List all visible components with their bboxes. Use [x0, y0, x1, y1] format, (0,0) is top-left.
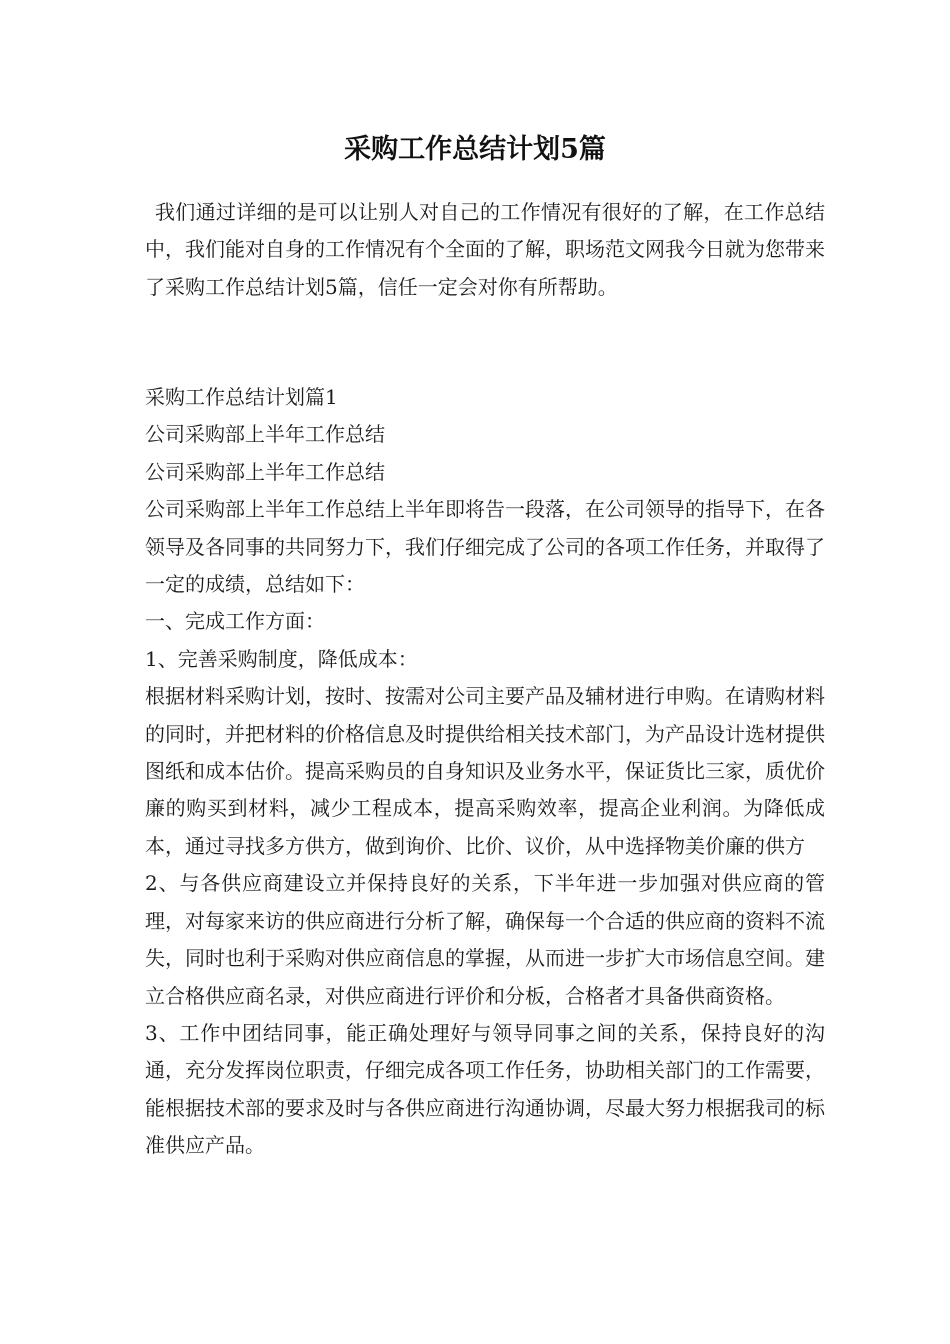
document-title: 采购工作总结计划5篇	[344, 134, 606, 165]
paragraph-item-1-body: 根据材料采购计划，按时、按需对公司主要产品及辅材进行申购。在请购材料的同时，并把材料的价格信息及时提供给相关技术部门，为产品设计选材提供图纸和成本估价。提高采购员的自身知识及业务水平，保证货比三家，质优价廉的购买到材料，减少工程成本，提高采购效率，提高企业利润。为降低成本，通过寻找多方供方，做到询价、比价、议价，从中选择物美价廉的供方	[145, 684, 825, 858]
intro-block	[145, 194, 825, 306]
paragraph-summary: 公司采购部上半年工作总结上半年即将告一段落，在公司领导的指导下，在各领导及各同事的共同努力下，我们仔细完成了公司的各项工作任务，并取得了一定的成绩，总结如下：	[145, 497, 825, 597]
intro-paragraph: 我们通过详细的是可以让别人对自己的工作情况有很好的了解，在工作总结中，我们能对自身的工作情况有个全面的了解，职场范文网我今日就为您带来了采购工作总结计划5篇，信任一定会对你有所帮助。	[145, 200, 825, 299]
paragraph-item-2: 2、与各供应商建设立并保持良好的关系，下半年进一步加强对供应商的管理，对每家来访的供应商进行分析了解，确保每一个合适的供应商的资料不流失，同时也利于采购对供应商信息的掌握，从而进一步扩大市场信息空间。建立合格供应商名录，对供应商进行评价和分板，合格者才具备供商资格。	[145, 871, 825, 1008]
paragraph-work-completed: 一、完成工作方面：	[145, 609, 325, 634]
main-content	[145, 379, 825, 1165]
subheading-2: 公司采购部上半年工作总结	[145, 459, 385, 484]
paragraph-item-1-title: 1、完善采购制度，降低成本：	[145, 646, 418, 671]
subheading-1: 公司采购部上半年工作总结	[145, 422, 385, 447]
section-heading: 采购工作总结计划篇1	[145, 385, 338, 409]
paragraph-item-3: 3、工作中团结同事，能正确处理好与领导同事之间的关系，保持良好的沟通，充分发挥岗位职责，仔细完成各项工作任务，协助相关部门的工作需要，能根据技术部的要求及时与各供应商进行沟通协调，尽最大努力根据我司的标准供应产品。	[145, 1020, 825, 1158]
